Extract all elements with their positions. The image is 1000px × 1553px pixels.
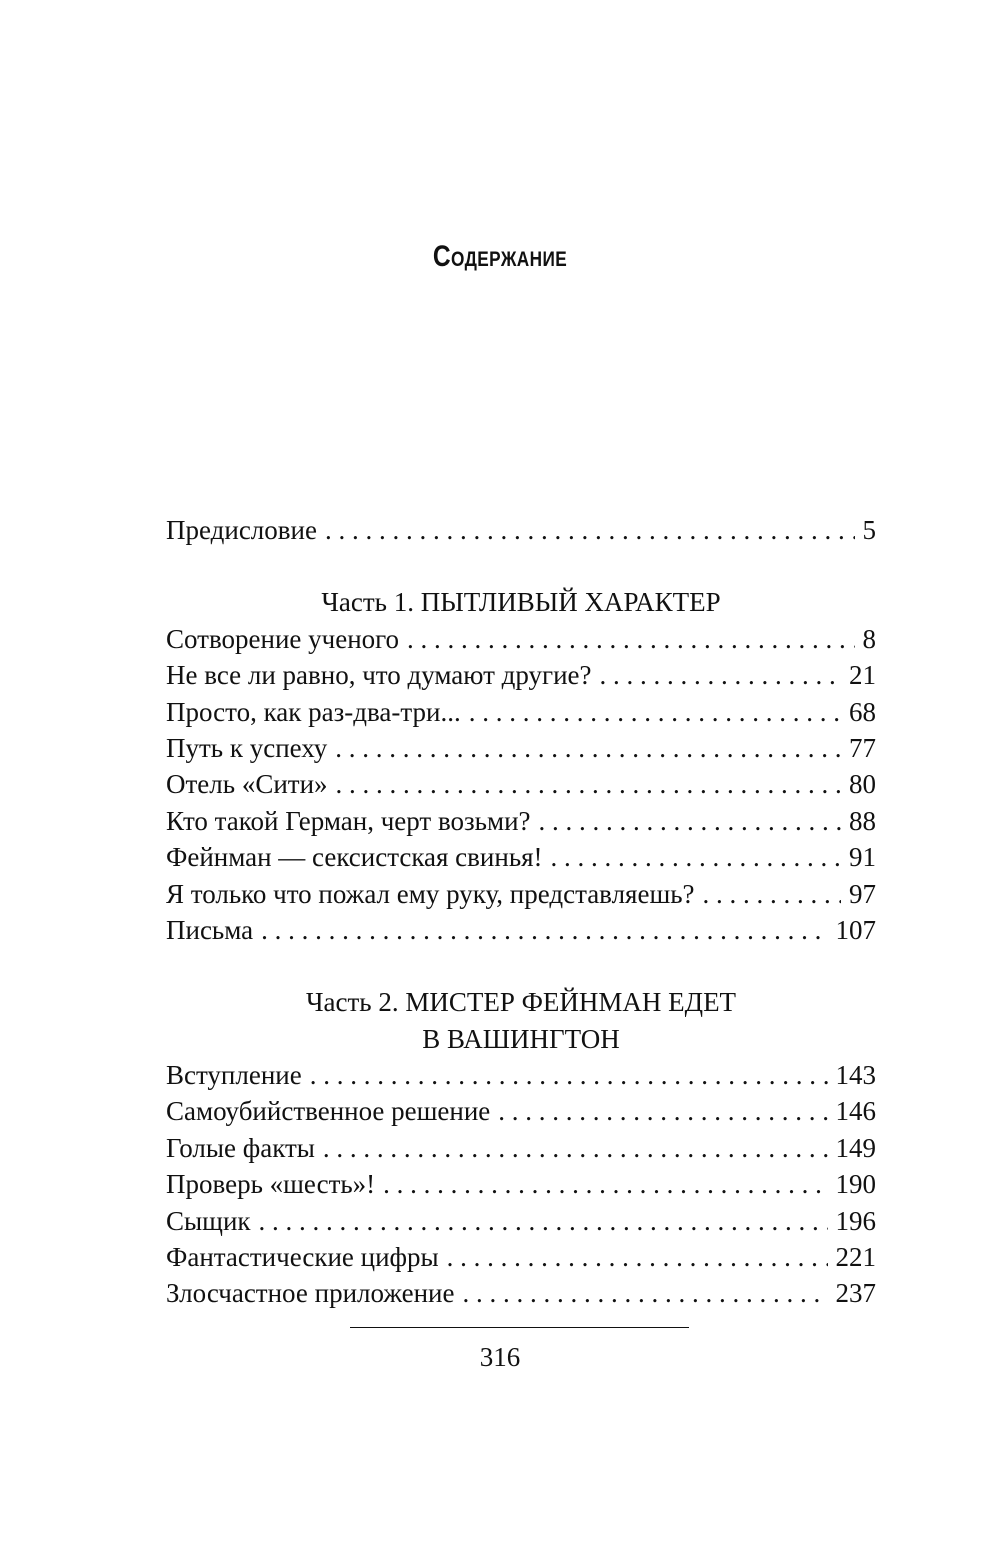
part-heading-line: В ВАШИНГТОН bbox=[422, 1023, 620, 1054]
page-number: 316 bbox=[479, 1342, 521, 1372]
toc-entry[interactable] bbox=[166, 621, 876, 657]
toc-entry-page: 143 bbox=[835, 1060, 876, 1091]
toc-entry-page: 68 bbox=[849, 696, 876, 727]
toc-entry[interactable] bbox=[166, 1166, 876, 1202]
toc-entry[interactable] bbox=[166, 1093, 876, 1129]
toc-entry[interactable] bbox=[166, 1057, 876, 1093]
dot-leader bbox=[447, 1239, 828, 1275]
dot-leader bbox=[310, 1057, 828, 1093]
toc-entry-page: 196 bbox=[835, 1205, 876, 1236]
toc-entry-page: 80 bbox=[849, 769, 876, 800]
toc-entry[interactable] bbox=[166, 1275, 876, 1311]
toc-entry-title: Вступление bbox=[166, 1060, 302, 1091]
part-1-heading bbox=[166, 584, 876, 620]
toc-entry-page: 91 bbox=[849, 842, 876, 873]
toc-entry[interactable] bbox=[166, 694, 876, 730]
toc-entry-page: 8 bbox=[862, 623, 876, 654]
toc-entry-title: Самоубийственное решение bbox=[166, 1096, 491, 1127]
toc-entry-title: Проверь «шесть»! bbox=[166, 1169, 376, 1200]
dot-leader bbox=[323, 1130, 828, 1166]
toc-entry-title: Фантастические цифры bbox=[166, 1242, 439, 1273]
dot-leader bbox=[259, 1203, 828, 1239]
toc-entry[interactable] bbox=[166, 912, 876, 948]
toc-entry[interactable] bbox=[166, 876, 876, 912]
toc-entry-title: Фейнман — сексистская свинья! bbox=[166, 842, 543, 873]
toc-entry-page: 149 bbox=[835, 1132, 876, 1163]
toc-entry-title: Не все ли равно, что думают другие? bbox=[166, 660, 592, 691]
page-title: Содержание bbox=[432, 240, 568, 273]
dot-leader bbox=[383, 1166, 827, 1202]
dot-leader bbox=[703, 876, 841, 912]
toc-entry-title: Просто, как раз-два-три... bbox=[166, 696, 461, 727]
toc-entry-title: Предисловие bbox=[166, 515, 317, 545]
part-2-heading bbox=[166, 984, 876, 1057]
dot-leader bbox=[336, 766, 841, 802]
toc-entry-page: 21 bbox=[849, 660, 876, 691]
toc-entry-title: Отель «Сити» bbox=[166, 769, 328, 800]
toc-entry-page: 190 bbox=[835, 1169, 876, 1200]
toc-entry-title: Сотворение ученого bbox=[166, 623, 400, 654]
toc-entry[interactable] bbox=[166, 657, 876, 693]
dot-leader bbox=[335, 730, 841, 766]
toc-entry[interactable] bbox=[166, 839, 876, 875]
toc-entry-preface[interactable] bbox=[166, 512, 876, 548]
table-of-contents bbox=[166, 512, 876, 1312]
dot-leader bbox=[462, 1275, 827, 1311]
toc-entry-title: Сыщик bbox=[166, 1205, 251, 1236]
toc-entry-page: 77 bbox=[849, 732, 876, 763]
toc-entry-title: Злосчастное приложение bbox=[166, 1278, 455, 1309]
toc-entry-page: 88 bbox=[849, 805, 876, 836]
dot-leader bbox=[551, 839, 841, 875]
toc-entry-title: Голые факты bbox=[166, 1132, 315, 1163]
toc-entry[interactable] bbox=[166, 803, 876, 839]
toc-entry-page: 107 bbox=[835, 914, 876, 945]
toc-entry-page: 237 bbox=[835, 1278, 876, 1309]
part-heading-line: Часть 1. ПЫТЛИВЫЙ ХАРАКТЕР bbox=[321, 587, 721, 618]
dot-leader bbox=[498, 1093, 827, 1129]
toc-entry-title: Кто такой Герман, черт возьми? bbox=[166, 805, 531, 836]
part-heading-line: Часть 2. МИСТЕР ФЕЙНМАН ЕДЕТ bbox=[305, 987, 737, 1018]
toc-entry-page: 146 bbox=[835, 1096, 876, 1127]
footer-rule bbox=[350, 1327, 689, 1328]
toc-entry[interactable] bbox=[166, 1203, 876, 1239]
toc-entry[interactable] bbox=[166, 766, 876, 802]
toc-entry-title: Письма bbox=[166, 914, 254, 945]
toc-entry-title: Я только что пожал ему руку, представляешь? bbox=[166, 878, 695, 909]
toc-entry-page: 5 bbox=[862, 515, 876, 545]
toc-entry[interactable] bbox=[166, 1130, 876, 1166]
dot-leader bbox=[325, 512, 855, 548]
dot-leader bbox=[261, 912, 827, 948]
dot-leader bbox=[469, 694, 841, 730]
toc-entry-title: Путь к успеху bbox=[166, 732, 328, 763]
dot-leader bbox=[539, 803, 841, 839]
toc-entry[interactable] bbox=[166, 730, 876, 766]
toc-entry-page: 97 bbox=[849, 878, 876, 909]
dot-leader bbox=[600, 657, 841, 693]
dot-leader bbox=[407, 621, 854, 657]
toc-entry-page: 221 bbox=[835, 1242, 876, 1273]
toc-entry[interactable] bbox=[166, 1239, 876, 1275]
